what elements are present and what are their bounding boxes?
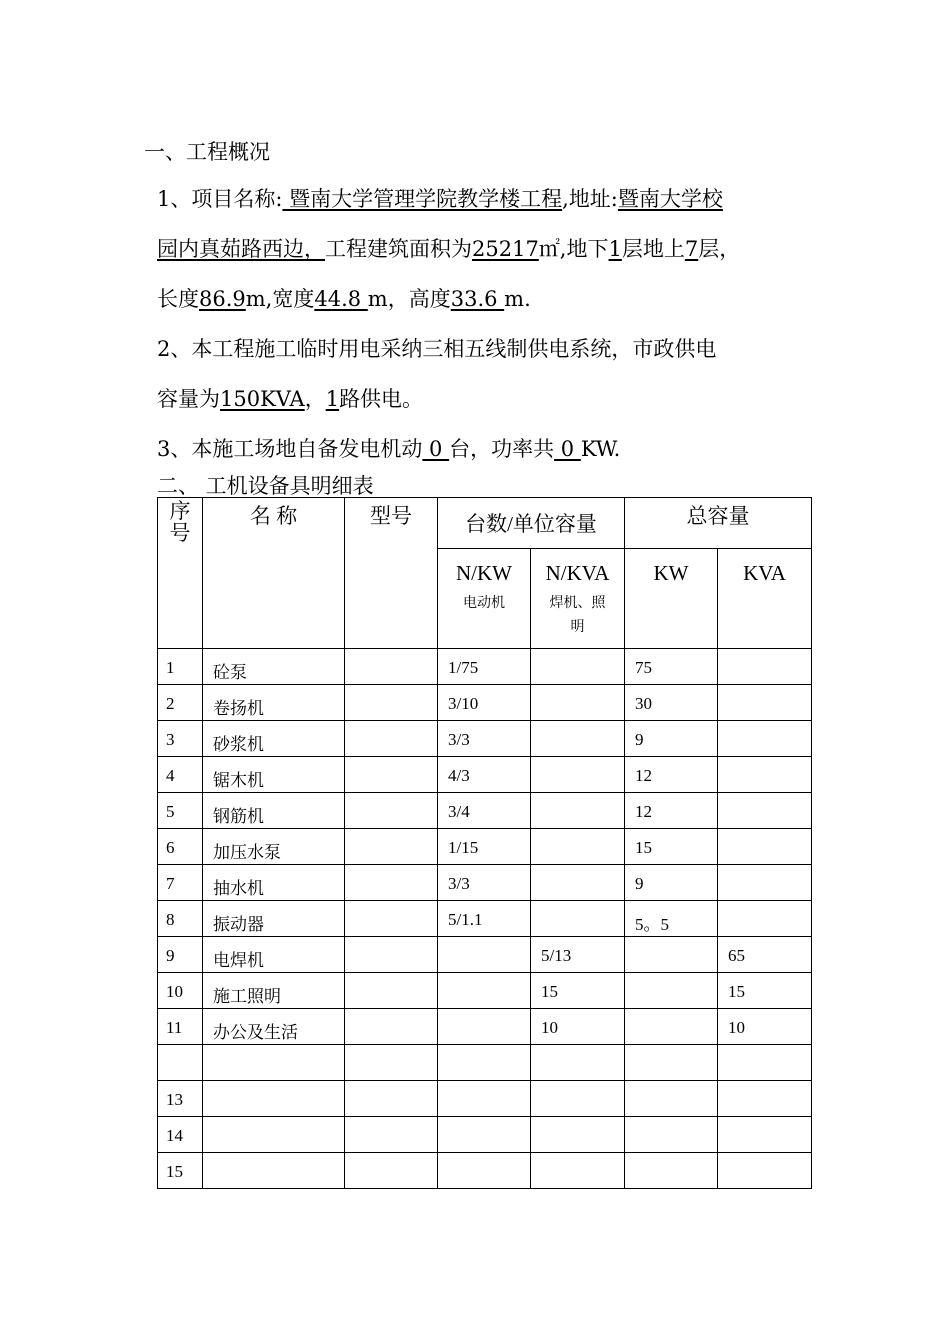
cell-no: 2 bbox=[158, 685, 203, 721]
cell-name: 抽水机 bbox=[203, 865, 345, 901]
cell-model bbox=[345, 1153, 438, 1189]
cell-name: 办公及生活 bbox=[203, 1009, 345, 1045]
cell-kva bbox=[718, 1153, 812, 1189]
table-row bbox=[158, 1009, 812, 1045]
building-width: 44.8 bbox=[314, 287, 368, 311]
cell-nkw: 3/10 bbox=[438, 685, 531, 721]
cell-model bbox=[345, 1081, 438, 1117]
cell-nkw: 4/3 bbox=[438, 757, 531, 793]
project-area-line: 园内真茹路西边，工程建筑面积为25217㎡,地下1层地上7层， bbox=[157, 237, 741, 261]
cell-model bbox=[345, 901, 438, 937]
table-row bbox=[158, 829, 812, 865]
cell-nkw: 1/15 bbox=[438, 829, 531, 865]
cell-model bbox=[345, 1045, 438, 1081]
cell-kva: 15 bbox=[718, 973, 812, 1009]
cell-model bbox=[345, 1117, 438, 1153]
cell-model bbox=[345, 793, 438, 829]
supply-routes: 1 bbox=[325, 387, 340, 411]
cell-kw bbox=[625, 1081, 718, 1117]
cell-name: 砼泵 bbox=[203, 649, 345, 685]
cell-name: 振动器 bbox=[203, 901, 345, 937]
table-row bbox=[158, 1117, 812, 1153]
cell-name: 卷扬机 bbox=[203, 685, 345, 721]
cell-kva: 10 bbox=[718, 1009, 812, 1045]
cell-no: 10 bbox=[158, 973, 203, 1009]
cell-model bbox=[345, 649, 438, 685]
header-no: 序号 bbox=[158, 498, 203, 649]
floors-below: 1 bbox=[608, 237, 622, 261]
supply-capacity: 150KVA bbox=[220, 387, 305, 411]
cell-kva bbox=[718, 1117, 812, 1153]
cell-nkw bbox=[438, 1153, 531, 1189]
cell-nkva bbox=[531, 865, 625, 901]
cell-no: 11 bbox=[158, 1009, 203, 1045]
project-dimensions-line: 长度86.9m,宽度44.8 m，高度33.6 m. bbox=[157, 287, 531, 311]
cell-nkw bbox=[438, 973, 531, 1009]
cell-nkw: 1/75 bbox=[438, 649, 531, 685]
cell-nkva bbox=[531, 1045, 625, 1081]
cell-nkva bbox=[531, 793, 625, 829]
table-row bbox=[158, 649, 812, 685]
building-area: 25217 bbox=[472, 237, 539, 261]
cell-model bbox=[345, 721, 438, 757]
generator-power: 0 bbox=[554, 437, 581, 461]
cell-kw: 9 bbox=[625, 721, 718, 757]
cell-kw bbox=[625, 1045, 718, 1081]
cell-kw: 15 bbox=[625, 829, 718, 865]
cell-kw bbox=[625, 973, 718, 1009]
table-row bbox=[158, 973, 812, 1009]
cell-nkw: 5/1.1 bbox=[438, 901, 531, 937]
cell-name bbox=[203, 1081, 345, 1117]
cell-nkw: 3/3 bbox=[438, 865, 531, 901]
cell-nkw bbox=[438, 1117, 531, 1153]
cell-name: 施工照明 bbox=[203, 973, 345, 1009]
generator-line: 3、本施工场地自备发电机动 0 台，功率共 0 KW. bbox=[157, 437, 621, 461]
cell-kw: 75 bbox=[625, 649, 718, 685]
header-nkw-note: 电动机 bbox=[463, 596, 505, 611]
table-row bbox=[158, 1153, 812, 1189]
floors-above: 7 bbox=[684, 237, 699, 261]
cell-nkva bbox=[531, 757, 625, 793]
header-nkva: N/KVA 焊机、照明 bbox=[531, 549, 625, 649]
cell-model bbox=[345, 937, 438, 973]
cell-nkva bbox=[531, 1117, 625, 1153]
table-row bbox=[158, 865, 812, 901]
cell-no: 5 bbox=[158, 793, 203, 829]
cell-kw bbox=[625, 1117, 718, 1153]
cell-name bbox=[203, 1153, 345, 1189]
cell-no: 6 bbox=[158, 829, 203, 865]
cell-no: 15 bbox=[158, 1153, 203, 1189]
table-row bbox=[158, 793, 812, 829]
cell-nkva bbox=[531, 649, 625, 685]
power-system-line: 2、本工程施工临时用电采纳三相五线制供电系统，市政供电 bbox=[157, 337, 717, 361]
cell-model bbox=[345, 829, 438, 865]
project-name: 暨南大学管理学院教学楼工程 bbox=[282, 187, 563, 211]
cell-no: 9 bbox=[158, 937, 203, 973]
cell-no: 1 bbox=[158, 649, 203, 685]
cell-nkva bbox=[531, 1153, 625, 1189]
cell-nkw bbox=[438, 1009, 531, 1045]
cell-model bbox=[345, 865, 438, 901]
cell-nkw bbox=[438, 1045, 531, 1081]
cell-kva bbox=[718, 865, 812, 901]
cell-name: 钢筋机 bbox=[203, 793, 345, 829]
cell-nkva bbox=[531, 901, 625, 937]
cell-kva bbox=[718, 685, 812, 721]
cell-no: 8 bbox=[158, 901, 203, 937]
header-unit-capacity: 台数/单位容量 bbox=[438, 498, 625, 549]
cell-name bbox=[203, 1045, 345, 1081]
building-height: 33.6 bbox=[450, 287, 505, 311]
cell-nkva: 5/13 bbox=[531, 937, 625, 973]
cell-kw bbox=[625, 937, 718, 973]
cell-nkva bbox=[531, 721, 625, 757]
cell-model bbox=[345, 685, 438, 721]
table-row bbox=[158, 757, 812, 793]
cell-model bbox=[345, 1009, 438, 1045]
cell-kw bbox=[625, 1153, 718, 1189]
header-total-capacity: 总容量 bbox=[625, 498, 812, 549]
table-row bbox=[158, 901, 812, 937]
cell-nkva bbox=[531, 685, 625, 721]
section-heading-equipment: 二、 工机设备具明细表 bbox=[157, 474, 374, 498]
equipment-table bbox=[157, 497, 812, 1189]
generator-count: 0 bbox=[422, 437, 450, 461]
table-row bbox=[158, 1045, 812, 1081]
cell-kw: 12 bbox=[625, 793, 718, 829]
header-model: 型号 bbox=[345, 498, 438, 649]
building-length: 86.9 bbox=[199, 287, 246, 311]
cell-kva bbox=[718, 649, 812, 685]
cell-nkw bbox=[438, 937, 531, 973]
cell-nkw bbox=[438, 1081, 531, 1117]
project-name-line: 1、项目名称: 暨南大学管理学院教学楼工程,地址:暨南大学校 bbox=[157, 187, 723, 211]
header-kva: KVA bbox=[718, 549, 812, 649]
cell-nkva: 15 bbox=[531, 973, 625, 1009]
cell-kw: 9 bbox=[625, 865, 718, 901]
cell-nkw: 3/3 bbox=[438, 721, 531, 757]
cell-nkva bbox=[531, 1081, 625, 1117]
cell-kw: 5。5 bbox=[625, 901, 718, 937]
project-address-part1: 暨南大学校 bbox=[617, 187, 723, 211]
cell-no: 13 bbox=[158, 1081, 203, 1117]
cell-kva bbox=[718, 901, 812, 937]
cell-kva bbox=[718, 1081, 812, 1117]
header-nkva-note: 焊机、照明 bbox=[549, 596, 606, 635]
cell-nkva: 10 bbox=[531, 1009, 625, 1045]
cell-kw bbox=[625, 1009, 718, 1045]
header-nkw: N/KW 电动机 bbox=[438, 549, 531, 649]
cell-kw: 30 bbox=[625, 685, 718, 721]
power-capacity-line: 容量为150KVA，1路供电。 bbox=[157, 387, 424, 411]
cell-name: 砂浆机 bbox=[203, 721, 345, 757]
cell-no: 3 bbox=[158, 721, 203, 757]
cell-name: 加压水泵 bbox=[203, 829, 345, 865]
table-row bbox=[158, 685, 812, 721]
header-name: 名 称 bbox=[203, 498, 345, 649]
cell-model bbox=[345, 757, 438, 793]
table-row bbox=[158, 721, 812, 757]
header-kw: KW bbox=[625, 549, 718, 649]
project-address-part2: 园内真茹路西边， bbox=[157, 237, 325, 261]
cell-kva: 65 bbox=[718, 937, 812, 973]
cell-nkva bbox=[531, 829, 625, 865]
cell-model bbox=[345, 973, 438, 1009]
cell-kva bbox=[718, 757, 812, 793]
cell-no bbox=[158, 1045, 203, 1081]
cell-kva bbox=[718, 721, 812, 757]
cell-name bbox=[203, 1117, 345, 1153]
cell-no: 7 bbox=[158, 865, 203, 901]
cell-kva bbox=[718, 793, 812, 829]
cell-no: 4 bbox=[158, 757, 203, 793]
cell-kva bbox=[718, 1045, 812, 1081]
cell-name: 电焊机 bbox=[203, 937, 345, 973]
table-row bbox=[158, 937, 812, 973]
cell-nkw: 3/4 bbox=[438, 793, 531, 829]
section-heading-overview: 一、工程概况 bbox=[144, 140, 270, 164]
cell-name: 锯木机 bbox=[203, 757, 345, 793]
cell-kva bbox=[718, 829, 812, 865]
cell-kw: 12 bbox=[625, 757, 718, 793]
table-row bbox=[158, 1081, 812, 1117]
cell-no: 14 bbox=[158, 1117, 203, 1153]
